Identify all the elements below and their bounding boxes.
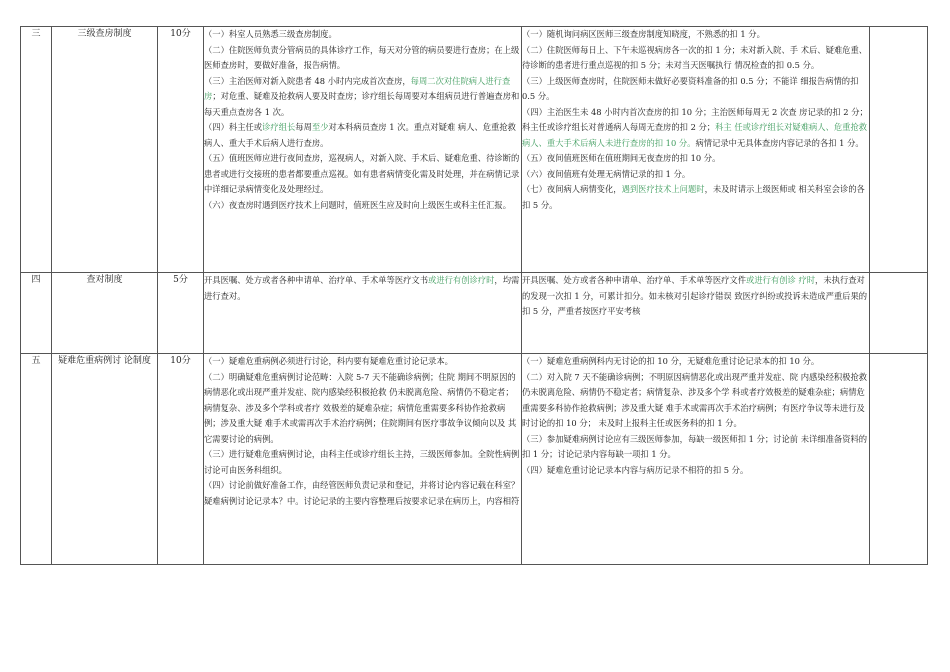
text-run: ；对危重、疑难及抢救病人要及时查房；诊疗组长每周要对本组病员进行普遍查房和每天重点查房各 1 次。 <box>204 91 520 117</box>
text-run: （二）对入院 7 天不能确诊病例；不明原因病情恶化或出现严重并发症、院 内感染经积极抢救仍未脱离危险、病情仍不稳定者；病情复杂、涉及多个学 科或者疗效极差的疑难杂症；病情危重需要多科协作抢救病例；涉及重大疑 难手术或需再次手术治疗病例；有医疗争议等未进行及时讨论的扣 10 分； 未及时上报科主任或医务科的扣 1 分。 <box>522 371 868 428</box>
text-run: （四）疑难危重讨论记录本内容与病历记录不相符的扣 5 分。 <box>522 464 749 475</box>
paragraph <box>522 105 869 152</box>
paragraph <box>522 432 869 463</box>
requirements-cell <box>204 354 522 565</box>
scoring-rules-cell <box>522 273 870 354</box>
paragraph <box>522 182 869 213</box>
paragraph <box>204 151 521 198</box>
remarks-cell <box>870 273 928 354</box>
text-run: （二）住院医师每日上、下午未巡视病房各一次的扣 1 分；未对新入院、手 术后、疑难危重、待诊断的患者进行重点巡视的扣 5 分；未对当天医嘱执行 情况检查的扣 0.5 分。 <box>522 44 868 70</box>
text-run: （六）夜间值班有处理无病情记录的扣 1 分。 <box>522 168 691 179</box>
text-run: 对本科病员查房 1 次。重点对疑难 病人、危重抢救病人、重大手术后病人进行查房。 <box>204 122 516 148</box>
text-run: （五）值班医师应进行夜间查房，巡视病人，对新入院、手术后、疑难危重、待诊断的患者或进行交接班的患者都要重点巡视。如有患者病情变化需及时处理，并在病情记录中详细记录病情变化及处理经过。 <box>204 153 520 194</box>
row-number: 五 <box>21 354 52 565</box>
paragraph <box>522 27 869 43</box>
row-number: 四 <box>21 273 52 354</box>
score-value: 5分 <box>158 273 204 354</box>
row-number: 三 <box>21 27 52 273</box>
text-run: （六）夜查房时遇到医疗技术上问题时，值班医生应及时向上级医生或科主任汇报。 <box>204 199 511 210</box>
text-run: （七）夜间病人病情变化， <box>522 184 622 194</box>
paragraph <box>522 463 869 479</box>
assessment-table <box>20 26 928 565</box>
remarks-cell <box>870 27 928 273</box>
text-run: 开具医嘱、处方或者各种申请单、治疗单、手术单等医疗文件 <box>522 275 747 285</box>
text-run: （四）主治医生未 48 小时内首次查房的扣 10 分；主治医师每周无 2 次查 房记录的扣 2 分；科主任或诊疗组长对普通病人每周无查房的扣 2 分； <box>522 106 868 132</box>
scoring-rules-cell <box>522 27 870 273</box>
text-run: （一）疑难危重病例科内无讨论的扣 10 分，无疑难危重讨论记录本的扣 10 分。 <box>522 356 820 366</box>
paragraph <box>522 354 869 370</box>
table-row <box>21 354 928 565</box>
item-name: 三级查房制度 <box>52 27 158 273</box>
text-run: （一）科室人员熟悉三级查房制度。 <box>204 29 337 39</box>
highlighted-text: 诊疗组长 <box>262 122 296 132</box>
text-run: （二）住院医师负责分管病员的具体诊疗工作，每天对分管的病员要进行查房；在上级医师查房时，要做好准备，报告病情。 <box>204 44 520 70</box>
table-row <box>21 273 928 354</box>
highlighted-text: 至少 <box>311 122 329 132</box>
highlighted-text: 或进行有创诊疗时 <box>428 275 495 285</box>
paragraph <box>522 43 869 74</box>
paragraph <box>522 74 869 105</box>
paragraph <box>204 198 521 214</box>
score-value: 10分 <box>158 354 204 565</box>
paragraph <box>204 478 521 509</box>
text-run: （二）明确疑难危重病例讨论范畴：入院 5-7 天不能确诊病例；住院 期间不明原因的病情恶化或出现严重并发症、院内感染经积极抢救 仍未脱离危险、病情仍不稳定者；病情复杂、涉及多个学科或者疗 效极差的疑难杂症；病情危重需要多科协作抢救病例；涉及重大疑 难手术或需再次手术治疗病例；住院期间有医疗事故争议倾向以及 其它需要讨论的病例。 <box>204 371 517 444</box>
text-run: 开具医嘱、处方或者各种申请单、治疗单、手术单等医疗文书 <box>204 275 429 285</box>
paragraph <box>204 120 521 151</box>
text-run: ，均需进行查对。 <box>204 275 520 301</box>
score-value: 10分 <box>158 27 204 273</box>
paragraph <box>522 167 869 183</box>
paragraph <box>204 354 521 370</box>
paragraph <box>522 273 869 320</box>
paragraph <box>204 447 521 478</box>
paragraph <box>522 370 869 432</box>
paragraph <box>204 43 521 74</box>
text-run: ，未及时请示上级医师或 相关科室会诊的各扣 5 分。 <box>522 184 865 210</box>
text-run: （三）主治医师对新入院患者 48 小时内完成首次查房， <box>204 75 411 86</box>
requirements-cell <box>204 273 522 354</box>
paragraph <box>204 273 521 304</box>
text-run: 每周 <box>295 122 312 132</box>
scoring-rules-cell <box>522 354 870 565</box>
text-run: （五）夜间值班医师在值班期间无夜查房的扣 10 分。 <box>522 153 721 163</box>
text-run: （一）随机询问病区医师三级查房制度知晓度，不熟悉的扣 1 分。 <box>522 29 765 39</box>
paragraph <box>204 27 521 43</box>
highlighted-text: 或进行有创诊 疗时 <box>746 275 816 285</box>
remarks-cell <box>870 354 928 565</box>
text-run: 病情记录中无具体查房内容记录的各扣 1 分。 <box>695 137 864 148</box>
text-run: （四）讨论前做好准备工作，由经管医师负责记录和登记，并将讨论内容记载在科室？疑难病例讨论记录本？中。讨论记录的主要内容整理后按要求记录在病历上，内容相符 <box>204 480 520 506</box>
text-run: ，未执行查对的发现一次扣 1 分，可累计扣分。如未核对引起诊疗错误 致医疗纠纷或投诉未造成严重后果的扣 5 分，严重者按医疗平安考核 <box>522 275 868 316</box>
requirements-cell <box>204 27 522 273</box>
highlighted-text: 遇到医疗技术上问题时 <box>621 184 705 194</box>
highlighted-text: 每周二次对住院病人进行查房 <box>204 75 511 101</box>
paragraph <box>522 151 869 167</box>
text-run: （四）科主任或 <box>204 122 263 132</box>
text-run: （三）参加疑难病例讨论应有三级医师参加，每缺一级医师扣 1 分；讨论前 未详细准备资料的扣 1 分；讨论记录内容每缺一项扣 1 分。 <box>522 433 868 459</box>
item-name: 疑难危重病例讨 论制度 <box>52 354 158 565</box>
paragraph <box>204 370 521 448</box>
item-name: 查对制度 <box>52 273 158 354</box>
table-row <box>21 27 928 273</box>
text-run: （一）疑难危重病例必须进行讨论，科内要有疑难危重讨论记录本。 <box>204 356 453 366</box>
text-run: （三）进行疑难危重病例讨论，由科主任或诊疗组长主持，三级医师参加。全院性病例讨论可由医务科组织。 <box>204 449 520 475</box>
paragraph <box>204 74 521 121</box>
highlighted-text: 科主 任或诊疗组长对疑难病人、危重抢救病人、重大手术后病人未进行查房的扣 10 分。 <box>522 122 868 148</box>
text-run: （三）上级医师查房时，住院医师未做好必要资料准备的扣 0.5 分；不能详 细报告病情的扣 0.5 分。 <box>522 75 859 101</box>
